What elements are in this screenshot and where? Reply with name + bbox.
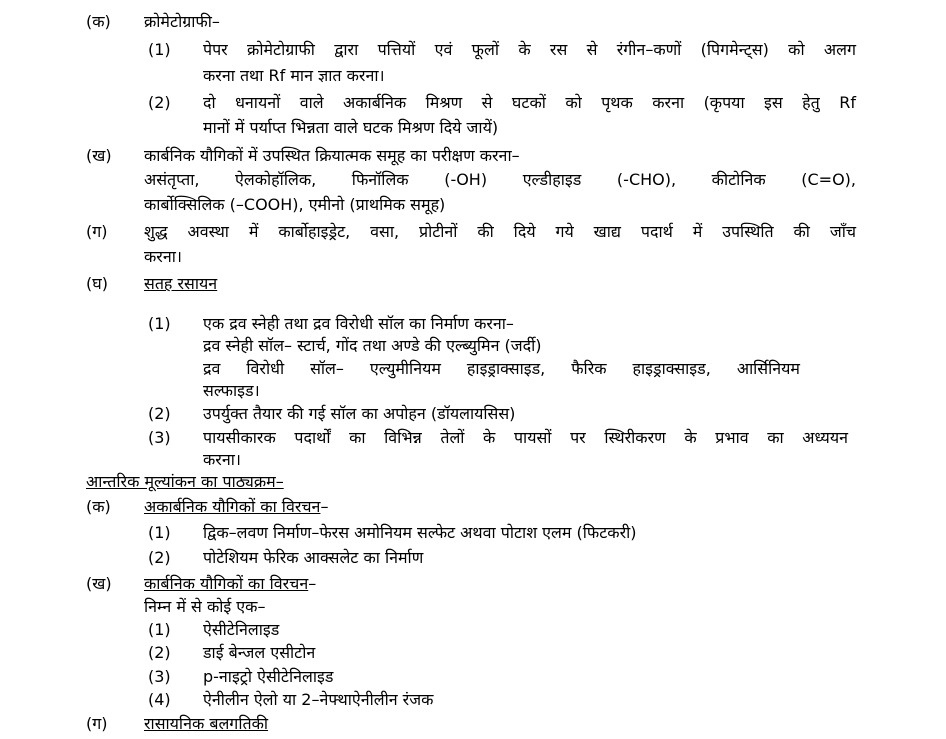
section-title-inorganic-preparation bbox=[144, 497, 328, 517]
title-dash: – bbox=[320, 497, 329, 516]
item-number: (2) bbox=[148, 548, 171, 567]
paragraph-line: करना। bbox=[144, 247, 182, 266]
item-text: करना तथा Rf मान ज्ञात करना। bbox=[203, 66, 385, 85]
section-label-ga: (ग) bbox=[86, 222, 108, 241]
item-text: पोटेशियम फेरिक आक्सलेट का निर्माण bbox=[203, 548, 424, 567]
item-number: (2) bbox=[148, 93, 171, 112]
title-dash: – bbox=[308, 574, 317, 593]
item-text: द्रव विरोधी सॉल– एल्युमीनियम हाइड्राक्साइड, फैरिक हाइड्राक्साइड, आर्सिनियम bbox=[203, 359, 800, 378]
item-text: डाई बेन्जल एसीटोन bbox=[203, 643, 316, 662]
section-label-ka: (क) bbox=[86, 497, 111, 516]
item-text: पायसीकारक पदार्थों का विभिन्न तेलों के पायसों पर स्थिरीकरण के प्रभाव का अध्ययन bbox=[203, 428, 848, 447]
section-title-chemical-kinetics: रासायनिक बलगतिकी bbox=[144, 714, 269, 733]
item-text: उपर्युक्त तैयार की गई सॉल का अपोहन (डॉयलायसिस) bbox=[203, 404, 516, 423]
item-text: ऐनीलीन ऐलो या 2–नेफ्थाऐनीलीन रंजक bbox=[203, 690, 434, 709]
section-label-ka: (क) bbox=[86, 12, 111, 31]
item-number: (1) bbox=[148, 40, 171, 59]
item-number: (3) bbox=[148, 428, 171, 447]
item-number: (1) bbox=[148, 620, 171, 639]
item-number: (3) bbox=[148, 667, 171, 686]
item-number: (2) bbox=[148, 643, 171, 662]
section-title-organic-preparation bbox=[144, 574, 316, 594]
section-title-chromatography: क्रोमेटोग्राफी– bbox=[144, 12, 220, 31]
section-label-ga: (ग) bbox=[86, 714, 108, 733]
section-label-kha: (ख) bbox=[86, 574, 112, 593]
item-number: (1) bbox=[148, 314, 171, 333]
title-text: कार्बनिक यौगिकों का विरचन bbox=[144, 574, 309, 593]
paragraph-line: कार्बोक्सिलिक (–COOH), एमीनो (प्राथमिक समूह) bbox=[144, 195, 446, 214]
title-text: अकार्बनिक यौगिकों का विरचन bbox=[144, 497, 321, 516]
item-text: करना। bbox=[203, 450, 241, 469]
item-number: (1) bbox=[148, 523, 171, 542]
section-title-surface-chemistry: सतह रसायन bbox=[144, 274, 218, 293]
item-text: द्विक–लवण निर्माण–फेरस अमोनियम सल्फेट अथवा पोटाश एलम (फिटकरी) bbox=[203, 523, 637, 542]
item-text: पेपर क्रोमेटोग्राफी द्वारा पत्तियों एवं फूलों के रस से रंगीन–कणों (पिगमेन्ट्स) को अलग bbox=[203, 40, 856, 59]
section-title-functional-groups: कार्बनिक यौगिकों में उपस्थित क्रियात्मक समूह का परीक्षण करना– bbox=[144, 146, 520, 165]
sub-heading: निम्न में से कोई एक– bbox=[144, 597, 266, 616]
item-number: (4) bbox=[148, 690, 171, 709]
section-label-kha: (ख) bbox=[86, 146, 112, 165]
paragraph-line: असंतृप्ता, ऐलकोहॉलिक, फिनॉलिक (-OH) एल्डीहाइड (-CHO), कीटोनिक (C=O), bbox=[144, 170, 856, 189]
item-text: ऐसीटेनिलाइड bbox=[203, 620, 280, 639]
item-text: p-नाइट्रो ऐसीटेनिलाइड bbox=[203, 667, 334, 686]
section-label-gha: (घ) bbox=[86, 274, 108, 293]
item-text: दो धनायनों वाले अकार्बनिक मिश्रण से घटकों को पृथक करना (कृपया इस हेतु Rf bbox=[203, 93, 856, 112]
item-text: सल्फाइड। bbox=[203, 381, 260, 400]
item-text: द्रव स्नेही सॉल– स्टार्च, गोंद तथा अण्डे की एल्ब्युमिन (जर्दी) bbox=[203, 336, 542, 355]
item-text: मानों में पर्याप्त भिन्नता वाले घटक मिश्रण दिये जायें) bbox=[203, 118, 499, 137]
internal-assessment-heading: आन्तरिक मूल्यांकन का पाठ्यक्रम– bbox=[86, 472, 284, 491]
item-number: (2) bbox=[148, 404, 171, 423]
item-text: एक द्रव स्नेही तथा द्रव विरोधी सॉल का निर्माण करना– bbox=[203, 314, 514, 333]
paragraph-line: शुद्ध अवस्था में कार्बोहाइड्रेट, वसा, प्रोटीनों की दिये गये खाद्य पदार्थ में उपस्थिति की जाँच bbox=[144, 222, 856, 241]
